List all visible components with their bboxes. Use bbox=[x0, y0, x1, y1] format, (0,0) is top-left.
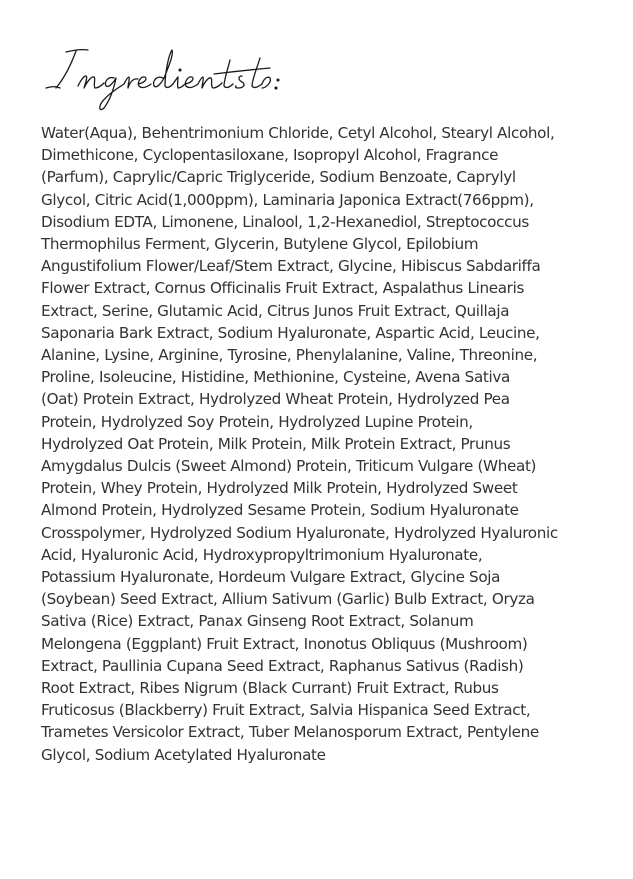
ingredients-line: Protein, Whey Protein, Hydrolyzed Milk Protein, Hydrolyzed Sweet bbox=[41, 479, 518, 498]
ingredients-line: Thermophilus Ferment, Glycerin, Butylene Glycol, Epilobium bbox=[41, 235, 479, 254]
ingredients-line: Potassium Hyaluronate, Hordeum Vulgare Extract, Glycine Soja bbox=[41, 568, 501, 587]
ingredients-line: Disodium EDTA, Limonene, Linalool, 1,2-Hexanediol, Streptococcus bbox=[41, 212, 529, 231]
ingredients-line: Flower Extract, Cornus Officinalis Fruit Extract, Aspalathus Linearis bbox=[41, 279, 525, 298]
script-title-graphic bbox=[38, 36, 298, 116]
ingredients-line: Trametes Versicolor Extract, Tuber Melanosporum Extract, Pentylene bbox=[41, 723, 539, 742]
ingredients-line: Angustifolium Flower/Leaf/Stem Extract, Glycine, Hibiscus Sabdariffa bbox=[41, 257, 541, 276]
ingredients-line: Extract, Serine, Glutamic Acid, Citrus Junos Fruit Extract, Quillaja bbox=[41, 301, 510, 320]
ingredients-list bbox=[41, 122, 621, 766]
ingredients-line: Proline, Isoleucine, Histidine, Methionine, Cysteine, Avena Sativa bbox=[41, 368, 511, 387]
ingredients-line: (Soybean) Seed Extract, Allium Sativum (Garlic) Bulb Extract, Oryza bbox=[41, 590, 535, 609]
ingredients-title bbox=[38, 36, 298, 116]
ingredients-line: Glycol, Citric Acid(1,000ppm), Laminaria Japonica Extract(766ppm), bbox=[41, 190, 534, 209]
ingredients-line: Extract, Paullinia Cupana Seed Extract, Raphanus Sativus (Radish) bbox=[41, 656, 524, 675]
ingredients-line: Amygdalus Dulcis (Sweet Almond) Protein, Triticum Vulgare (Wheat) bbox=[41, 457, 537, 476]
ingredients-line: Water(Aqua), Behentrimonium Chloride, Cetyl Alcohol, Stearyl Alcohol, bbox=[41, 124, 555, 142]
ingredients-line: Crosspolymer, Hydrolyzed Sodium Hyaluronate, Hydrolyzed Hyaluronic bbox=[41, 523, 558, 542]
ingredients-line: Protein, Hydrolyzed Soy Protein, Hydrolyzed Lupine Protein, bbox=[41, 412, 473, 431]
ingredients-line: Melongena (Eggplant) Fruit Extract, Inonotus Obliquus (Mushroom) bbox=[41, 634, 528, 653]
ingredients-line: (Parfum), Caprylic/Capric Triglyceride, Sodium Benzoate, Caprylyl bbox=[41, 168, 516, 187]
ingredients-line: Glycol, Sodium Acetylated Hyaluronate bbox=[41, 745, 326, 764]
ingredients-line: Almond Protein, Hydrolyzed Sesame Protein, Sodium Hyaluronate bbox=[41, 501, 519, 520]
ingredients-line: Dimethicone, Cyclopentasiloxane, Isopropyl Alcohol, Fragrance bbox=[41, 146, 499, 165]
ingredients-line: Alanine, Lysine, Arginine, Tyrosine, Phenylalanine, Valine, Threonine, bbox=[41, 346, 538, 365]
ingredients-line: Saponaria Bark Extract, Sodium Hyaluronate, Aspartic Acid, Leucine, bbox=[41, 323, 540, 342]
ingredients-line: Root Extract, Ribes Nigrum (Black Currant) Fruit Extract, Rubus bbox=[41, 679, 499, 698]
ingredients-line: Fruticosus (Blackberry) Fruit Extract, Salvia Hispanica Seed Extract, bbox=[41, 701, 531, 720]
ingredients-line: Acid, Hyaluronic Acid, Hydroxypropyltrimonium Hyaluronate, bbox=[41, 545, 483, 564]
ingredients-line: (Oat) Protein Extract, Hydrolyzed Wheat Protein, Hydrolyzed Pea bbox=[41, 390, 510, 409]
ingredients-line: Hydrolyzed Oat Protein, Milk Protein, Milk Protein Extract, Prunus bbox=[41, 434, 511, 453]
ingredients-line: Sativa (Rice) Extract, Panax Ginseng Root Extract, Solanum bbox=[41, 612, 474, 631]
